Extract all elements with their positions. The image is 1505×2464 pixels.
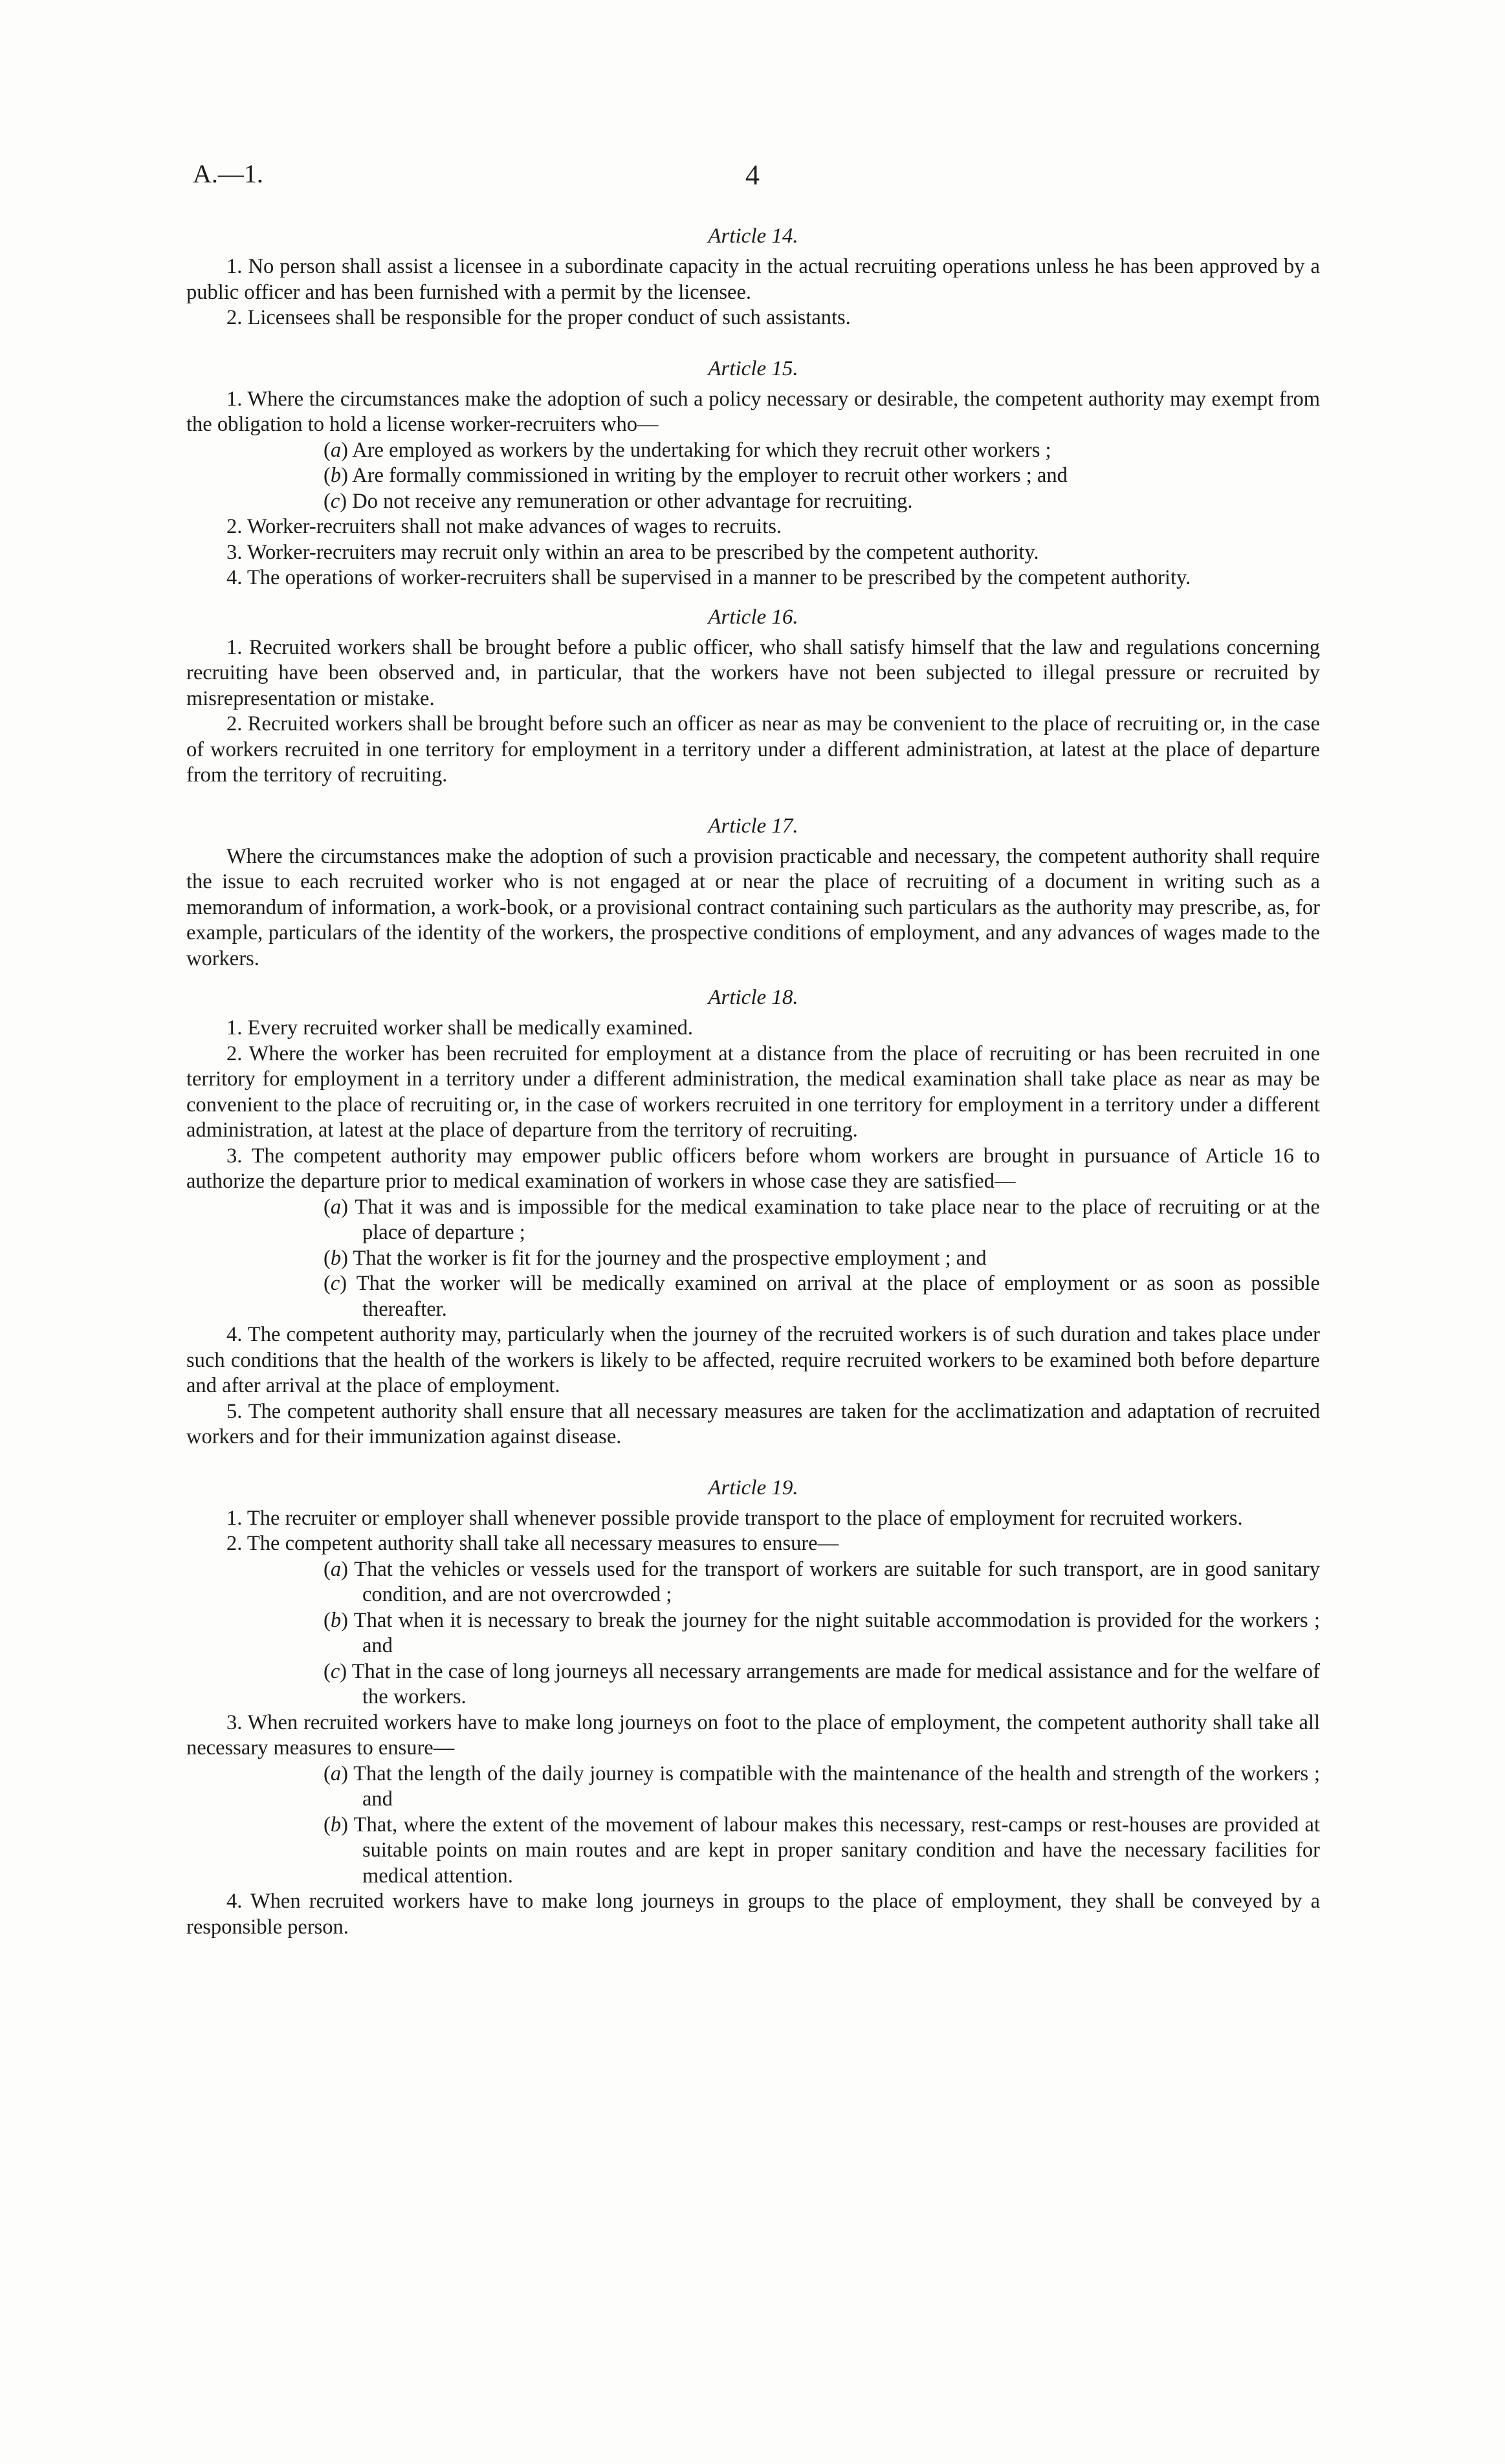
sub-clause	[324, 489, 1320, 515]
sub-clause-label: (a)	[324, 1195, 355, 1219]
sub-clause-letter: b	[330, 1246, 342, 1270]
sub-clause	[324, 1813, 1320, 1890]
paragraph: 1. Where the circumstances make the adoption of such a policy necessary or desirable, the competent authority may exempt from the obligation to hold a license worker-recruiters who—	[186, 387, 1320, 436]
paragraph: 1. Every recruited worker shall be medically examined.	[226, 1016, 694, 1040]
sub-clause-letter: c	[330, 1272, 340, 1295]
sub-clause-label: (b)	[324, 1246, 353, 1270]
sub-clause-text: That when it is necessary to break the journey for the night suitable accommodation is provided for the workers ; and	[353, 1608, 1320, 1657]
paragraph: 1. No person shall assist a licensee in a subordinate capacity in the actual recruiting operations unless he has been approved by a public officer and has been furnished with a permit by the licensee.	[186, 255, 1320, 304]
sub-clause-label: (a)	[324, 1557, 355, 1581]
paragraph: 4. The operations of worker-recruiters shall be supervised in a manner to be prescribed by the competent authority.	[226, 566, 1191, 589]
sub-clause-text: That the length of the daily journey is compatible with the maintenance of the health and strength of the workers ; and	[353, 1761, 1320, 1811]
sub-clause-label: (b)	[324, 464, 353, 487]
sub-clause-letter: c	[330, 489, 340, 513]
sub-clause-text: That, where the extent of the movement of labour makes this necessary, rest-camps or rest-houses are provided at suitable points on main routes and are kept in proper sanitary condition and have the necessary facilities for medical attention.	[353, 1813, 1320, 1888]
article-title: Article 19.	[708, 1476, 798, 1499]
sub-clause	[324, 438, 1320, 464]
sub-clause-list	[186, 438, 1320, 515]
paragraph: 2. Worker-recruiters shall not make advances of wages to recruits.	[226, 515, 782, 538]
sub-clause-letter: a	[330, 438, 342, 462]
document-reference: A.—1.	[193, 159, 263, 188]
sub-clause	[324, 1246, 1320, 1272]
paragraph: Where the circumstances make the adoption of such a provision practicable and necessary, the competent authority shall require the issue to each recruited worker who is not engaged at or near the place of recruiting of a document in writing such as a memorandum of information, a work-book, or a provisional contract containing such particulars as the authority may prescribe, as, for example, particulars of the identity of the workers, the prospective conditions of employment, and any advances of wages made to the workers.	[186, 844, 1320, 970]
article-18	[186, 985, 1320, 1450]
paragraph: 4. The competent authority may, particularly when the journey of the recruited workers is of such duration and takes place under such conditions that the health of the workers is likely to be affected, require recruited workers to be examined both before departure and after arrival at the place of employment.	[186, 1323, 1320, 1397]
sub-clause-label: (b)	[324, 1813, 354, 1837]
sub-clause-list	[186, 1557, 1320, 1710]
article-15	[186, 356, 1320, 591]
paragraph: 1. Recruited workers shall be brought before a public officer, who shall satisfy himself that the law and regulations concerning recruiting have been observed and, in particular, that the workers have not been subjected to illegal pressure or recruited by misrepresentation or mistake.	[186, 635, 1320, 710]
article-title: Article 14.	[708, 224, 798, 248]
page-number: 4	[745, 159, 760, 191]
paragraph: 3. Worker-recruiters may recruit only within an area to be prescribed by the competent authority.	[226, 540, 1039, 564]
sub-clause-letter: b	[330, 1813, 342, 1837]
article-17	[186, 813, 1320, 972]
article-title: Article 15.	[708, 356, 798, 380]
sub-clause-text: That in the case of long journeys all necessary arrangements are made for medical assistance and for the welfare of the workers.	[351, 1659, 1320, 1708]
sub-clause-list	[186, 1761, 1320, 1890]
sub-clause	[324, 1608, 1320, 1659]
sub-clause-text: Do not receive any remuneration or other advantage for recruiting.	[352, 489, 913, 513]
sub-clause	[324, 1195, 1320, 1246]
article-title: Article 17.	[708, 814, 798, 838]
article-title: Article 16.	[708, 605, 798, 629]
sub-clause	[324, 1761, 1320, 1813]
sub-clause-label: (a)	[324, 1761, 354, 1785]
sub-clause-text: That the worker is fit for the journey and the prospective employment ; and	[353, 1246, 987, 1270]
sub-clause-letter: b	[330, 1608, 342, 1632]
sub-clause-letter: c	[330, 1659, 340, 1683]
sub-clause	[324, 1659, 1320, 1710]
paragraph: 5. The competent authority shall ensure that all necessary measures are taken for the acclimatization and adaptation of recruited workers and for their immunization against disease.	[186, 1399, 1320, 1448]
sub-clause-label: (c)	[324, 1659, 352, 1683]
sub-clause-text: That it was and is impossible for the medical examination to take place near to the place of recruiting or at the place of departure ;	[355, 1195, 1320, 1244]
paragraph: 1. The recruiter or employer shall whenever possible provide transport to the place of employment for recruited workers.	[226, 1506, 1243, 1530]
sub-clause	[324, 463, 1320, 489]
paragraph: 3. The competent authority may empower public officers before whom workers are brought in pursuance of Article 16 to authorize the departure prior to medical examination of workers in whose case they are satisfied—	[186, 1144, 1320, 1193]
sub-clause-text: That the vehicles or vessels used for the transport of workers are suitable for such transport, are in good sanitary condition, and are not overcrowded ;	[354, 1557, 1320, 1606]
sub-clause-letter: a	[330, 1557, 342, 1581]
sub-clause-letter: b	[330, 464, 342, 487]
paragraph: 2. The competent authority shall take all necessary measures to ensure—	[226, 1532, 839, 1555]
sub-clause-text: That the worker will be medically examined on arrival at the place of employment or as soon as possible thereafter.	[356, 1272, 1320, 1321]
sub-clause-text: Are formally commissioned in writing by the employer to recruit other workers ; and	[352, 464, 1068, 487]
article-19	[186, 1475, 1320, 1941]
paragraph: 2. Where the worker has been recruited for employment at a distance from the place of recruiting or has been recruited in one territory for employment in a territory under a different administration, the medical examination shall take place as near as may be convenient to the place of recruiting or, in the case of workers recruited in one territory for employment in a territory under a different administration, at latest at the place of departure from the territory of recruiting.	[186, 1041, 1320, 1142]
article-title: Article 18.	[708, 986, 798, 1009]
sub-clause-label: (b)	[324, 1608, 354, 1632]
paragraph: 2. Licensees shall be responsible for the proper conduct of such assistants.	[226, 306, 851, 329]
article-16	[186, 604, 1320, 789]
sub-clause	[324, 1271, 1320, 1322]
sub-clause-list	[186, 1195, 1320, 1323]
running-head	[0, 158, 1505, 197]
paragraph: 4. When recruited workers have to make long journeys in groups to the place of employment, they shall be conveyed by a responsible person.	[186, 1890, 1320, 1939]
sub-clause-label: (c)	[324, 1272, 357, 1295]
sub-clause-letter: a	[330, 1761, 342, 1785]
body-text	[186, 223, 1320, 1940]
sub-clause	[324, 1557, 1320, 1608]
sub-clause-text: Are employed as workers by the undertaking for which they recruit other workers ;	[352, 438, 1051, 462]
article-14	[186, 223, 1320, 331]
sub-clause-letter: a	[330, 1195, 342, 1219]
sub-clause-label: (c)	[324, 489, 353, 513]
sub-clause-label: (a)	[324, 438, 353, 462]
paragraph: 3. When recruited workers have to make long journeys on foot to the place of employment, the competent authority shall take all necessary measures to ensure—	[186, 1710, 1320, 1760]
paragraph: 2. Recruited workers shall be brought before such an officer as near as may be convenient to the place of recruiting or, in the case of workers recruited in one territory for employment in a territory under a different administration, at latest at the place of departure from the territory of recruiting.	[186, 712, 1320, 787]
